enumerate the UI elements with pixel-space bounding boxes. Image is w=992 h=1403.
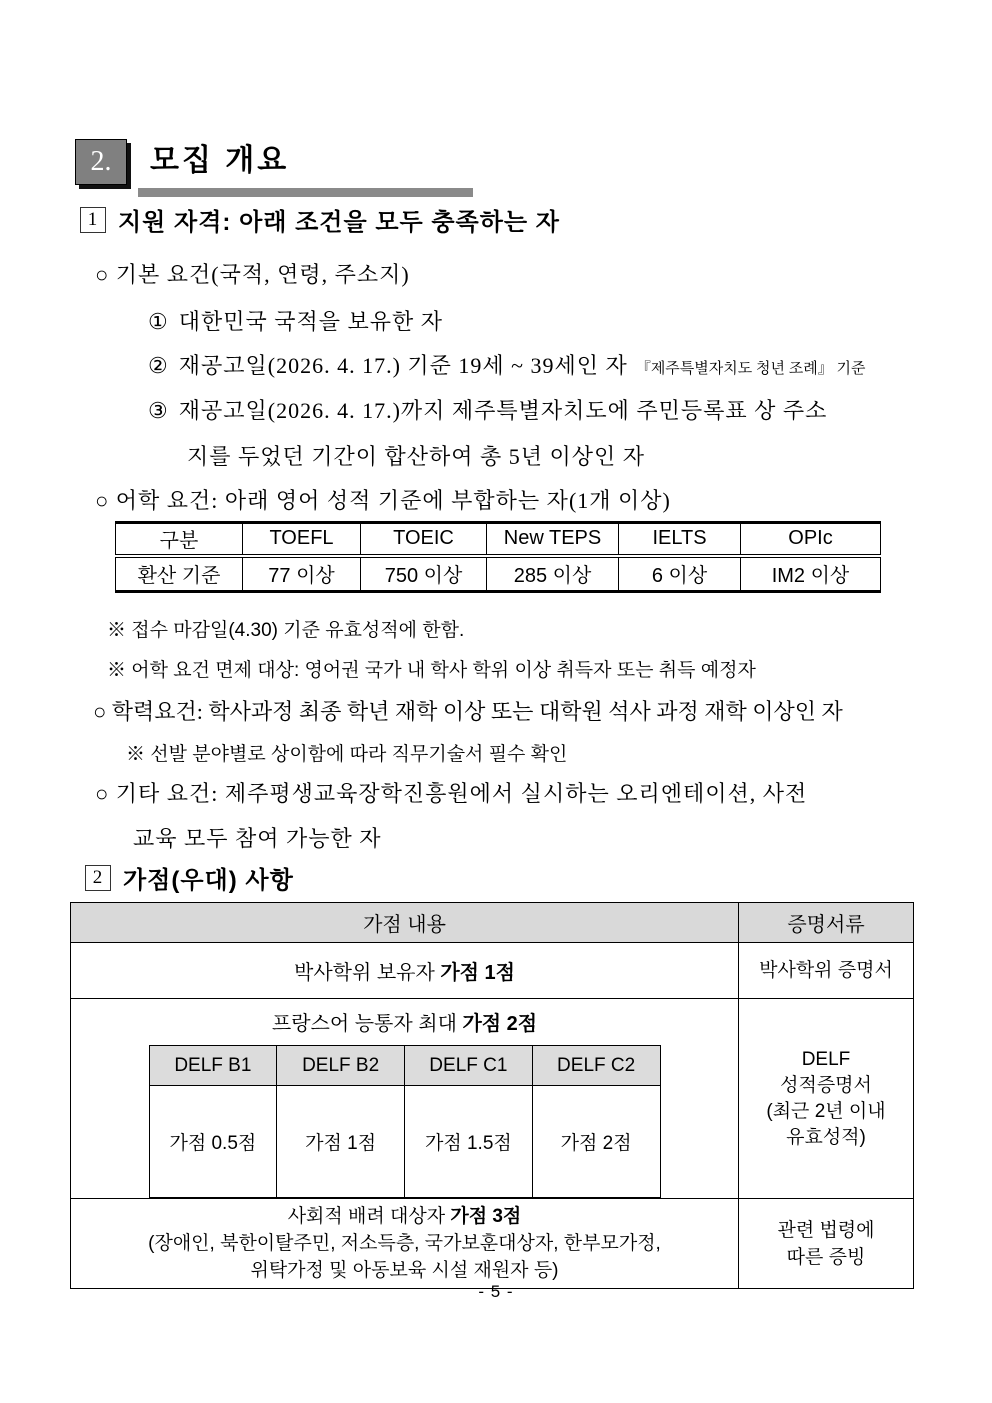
eligibility-heading <box>80 202 560 237</box>
score-ielts-value: 6 이상 <box>619 556 741 592</box>
bonus-french-proof-line2: 성적증명서 <box>780 1074 872 1096</box>
bonus-col-content: 가점 내용 <box>71 903 739 943</box>
other-requirement-line2: 교육 모두 참여 가능한 자 <box>133 826 382 851</box>
circled-number-2: ② <box>148 353 169 378</box>
delf-score-table <box>149 1045 661 1198</box>
bonus-french-title <box>71 1007 738 1036</box>
bonus-social-proof-line2: 따른 증빙 <box>786 1246 866 1268</box>
page-title: 모집 개요 <box>150 144 290 177</box>
circled-number-3: ③ <box>148 398 169 423</box>
score-col-gubun: 구분 <box>116 523 243 556</box>
delf-header-row <box>149 1046 660 1086</box>
score-col-toefl: TOEFL <box>243 523 361 556</box>
score-table-header-row <box>116 523 881 556</box>
education-requirement-label: ○ 학력요건: 학사과정 최종 학년 재학 이상 또는 대학원 석사 과정 재학 이상인 자 <box>93 699 843 724</box>
delf-b2-header: DELF B2 <box>277 1046 405 1086</box>
delf-b2-value: 가점 1점 <box>277 1086 405 1198</box>
bonus-social-detail1: (장애인, 북한이탈주민, 저소득층, 국가보훈대상자, 한부모가정, <box>148 1233 661 1254</box>
bonus-french-proof-line3: (최근 2년 이내 <box>766 1100 886 1122</box>
circled-number-1: ① <box>148 309 169 334</box>
score-table-value-row <box>116 556 881 592</box>
bonus-phd-text: 박사학위 보유자 <box>294 962 441 984</box>
english-score-table <box>115 521 881 593</box>
section-number-box <box>75 139 127 185</box>
bonus-french-content <box>71 999 739 1199</box>
bonus-social-proof-line1: 관련 법령에 <box>777 1219 875 1241</box>
bonus-heading <box>85 860 294 895</box>
bonus-social-detail2: 위탁가정 및 아동보육 시설 재원자 등) <box>250 1260 559 1281</box>
bonus-table <box>70 902 914 1289</box>
delf-value-row <box>149 1086 660 1198</box>
language-requirement-label: ○ 어학 요건: 아래 영어 성적 기준에 부합하는 자(1개 이상) <box>95 488 671 513</box>
delf-b1-value: 가점 0.5점 <box>149 1086 277 1198</box>
bonus-french-proof-line4: 유효성적) <box>786 1126 866 1148</box>
bonus-social-title <box>71 1203 738 1230</box>
score-col-toeic: TOEIC <box>361 523 487 556</box>
bonus-col-proof: 증명서류 <box>739 903 914 943</box>
bonus-row-social <box>71 1199 914 1289</box>
basic-item-2-note: 『제주특별자치도 청년 조례』 기준 <box>635 361 866 377</box>
boxed-number-1: 1 <box>80 207 106 233</box>
basic-item-1 <box>148 305 443 336</box>
bonus-phd-points: 가점 1점 <box>440 962 515 984</box>
delf-c2-header: DELF C2 <box>532 1046 660 1086</box>
section-number: 2. <box>90 146 112 177</box>
bonus-table-header-row <box>71 903 914 943</box>
basic-requirement-label: ○ 기본 요건(국적, 연령, 주소지) <box>95 262 410 287</box>
bonus-row-french <box>71 999 914 1199</box>
bonus-french-text: 프랑스어 능통자 최대 <box>271 1013 463 1035</box>
bonus-social-text: 사회적 배려 대상자 <box>287 1206 451 1227</box>
bonus-social-proof <box>739 1199 914 1289</box>
delf-c1-header: DELF C1 <box>405 1046 533 1086</box>
score-note-1: ※ 접수 마감일(4.30) 기준 유효성적에 한함. <box>107 620 465 641</box>
eligibility-heading-text: 지원 자격: 아래 조건을 모두 충족하는 자 <box>118 209 560 236</box>
basic-item-3-line2: 지를 두었던 기간이 합산하여 총 5년 이상인 자 <box>187 444 646 469</box>
bonus-french-points: 가점 2점 <box>462 1013 538 1035</box>
score-note-2: ※ 어학 요건 면제 대상: 영어권 국가 내 학사 학위 이상 취득자 또는 취득 예정자 <box>107 660 756 681</box>
score-col-opic: OPIc <box>741 523 881 556</box>
education-note: ※ 선발 분야별로 상이함에 따라 직무기술서 필수 확인 <box>126 744 568 765</box>
bonus-heading-text: 가점(우대) 사항 <box>123 867 294 894</box>
bonus-phd-proof: 박사학위 증명서 <box>739 943 914 999</box>
basic-item-2 <box>148 349 865 380</box>
delf-c1-value: 가점 1.5점 <box>405 1086 533 1198</box>
score-col-ielts: IELTS <box>619 523 741 556</box>
basic-item-2-text: 재공고일(2026. 4. 17.) 기준 19세 ~ 39세인 자 <box>178 353 628 378</box>
delf-b1-header: DELF B1 <box>149 1046 277 1086</box>
section-title-underline <box>138 131 473 197</box>
bonus-phd-content <box>71 943 739 999</box>
score-opic-value: IM2 이상 <box>741 556 881 592</box>
score-col-newteps: New TEPS <box>487 523 619 556</box>
page-number: - 5 - <box>478 1282 514 1301</box>
bonus-french-proof-line1: DELF <box>801 1048 851 1070</box>
score-row-label: 환산 기준 <box>116 556 243 592</box>
delf-c2-value: 가점 2점 <box>532 1086 660 1198</box>
score-newteps-value: 285 이상 <box>487 556 619 592</box>
boxed-number-2: 2 <box>85 865 111 891</box>
score-toeic-value: 750 이상 <box>361 556 487 592</box>
basic-item-3-line1 <box>148 394 827 425</box>
bonus-social-points: 가점 3점 <box>450 1206 522 1227</box>
bonus-row-phd <box>71 943 914 999</box>
basic-item-1-text: 대한민국 국적을 보유한 자 <box>178 309 444 334</box>
score-toefl-value: 77 이상 <box>243 556 361 592</box>
bonus-social-content <box>71 1199 739 1289</box>
other-requirement-line1: ○ 기타 요건: 제주평생교육장학진흥원에서 실시하는 오리엔테이션, 사전 <box>95 781 808 806</box>
basic-item-3-text1: 재공고일(2026. 4. 17.)까지 제주특별자치도에 주민등록표 상 주소 <box>178 398 828 423</box>
bonus-french-proof <box>739 999 914 1199</box>
